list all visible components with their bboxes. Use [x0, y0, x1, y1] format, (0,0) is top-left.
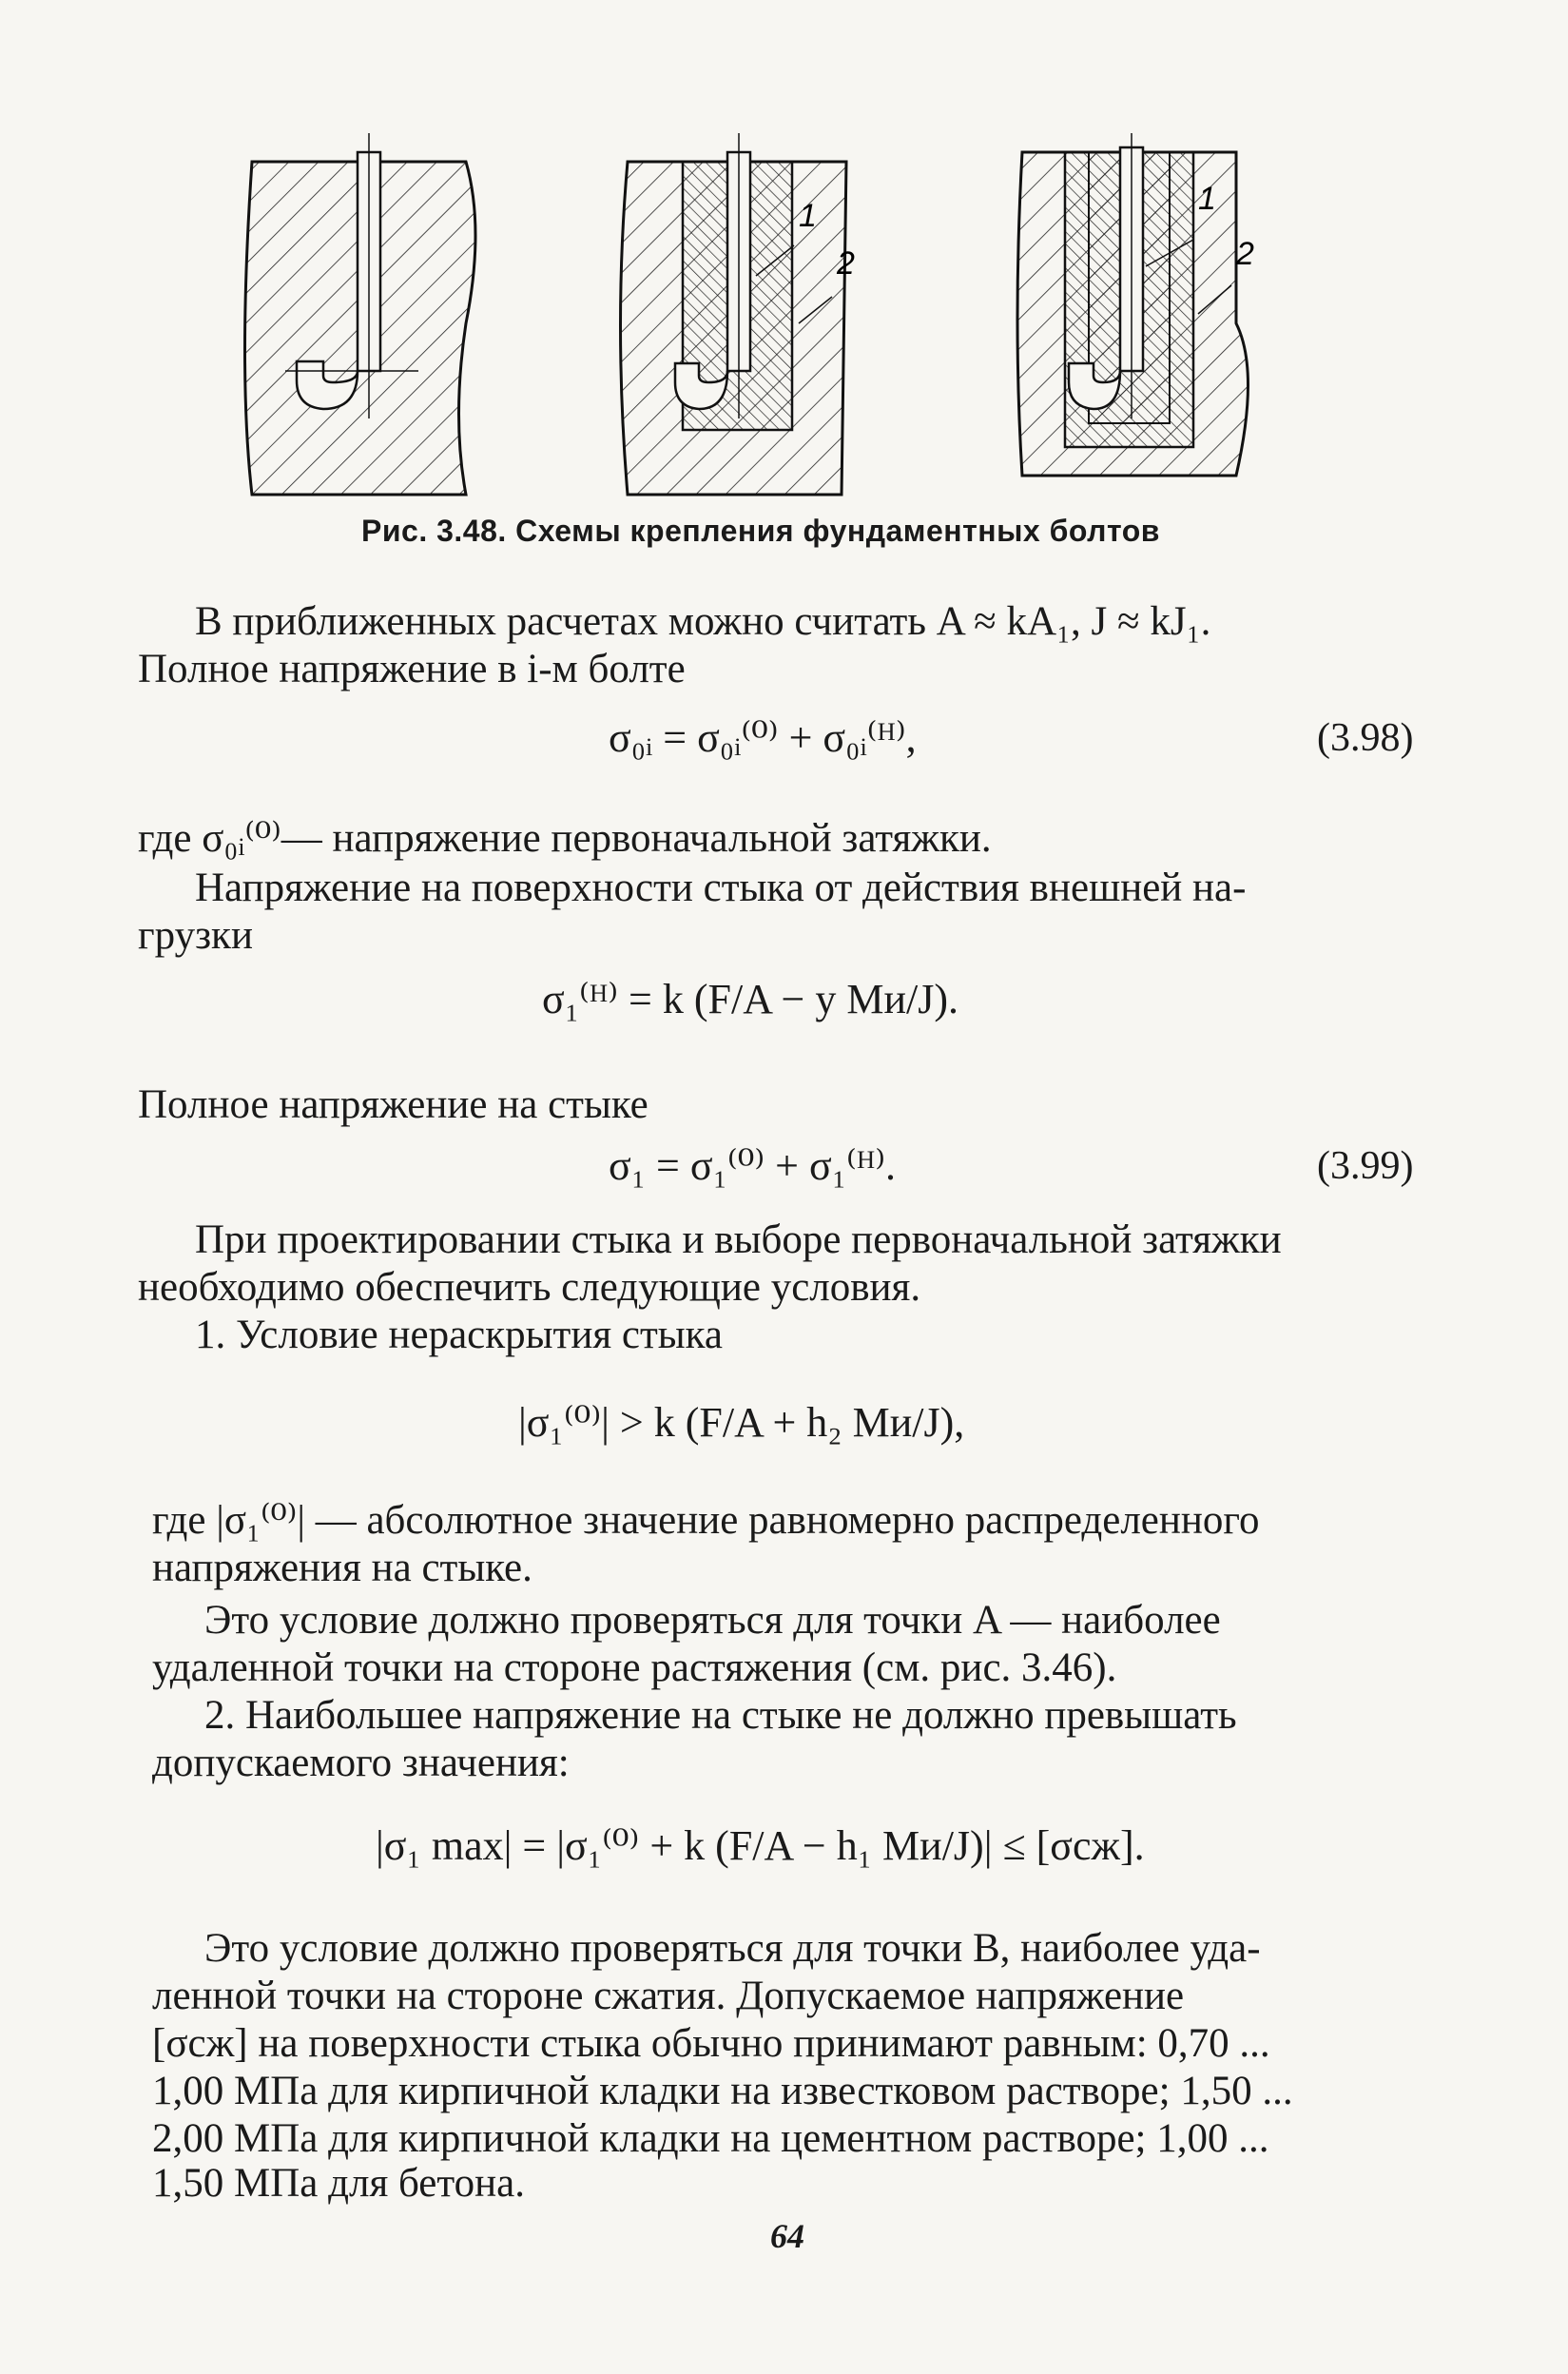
paragraph-line: грузки: [138, 913, 253, 958]
paragraph-line: Полное напряжение на стыке: [138, 1082, 648, 1127]
paragraph-line: Это условие должно проверяться для точки B, наиболее уда-: [204, 1926, 1261, 1971]
equation-load-stress: σ₁⁽ᴴ⁾ = k (F/A − y Mи/J).: [542, 976, 959, 1022]
scheme-1: [245, 133, 476, 495]
paragraph-line: необходимо обеспечить следующие условия.: [138, 1265, 921, 1310]
equation-number: (3.99): [1317, 1144, 1414, 1188]
paragraph-line: Напряжение на поверхности стыка от действия внешней на-: [195, 866, 1247, 910]
label-1: 1: [799, 198, 817, 234]
scheme-2: [621, 133, 856, 495]
paragraph-line: 2,00 МПа для кирпичной кладки на цементном растворе; 1,00 ...: [152, 2116, 1269, 2161]
paragraph-line: ленной точки на стороне сжатия. Допускаемое напряжение: [152, 1974, 1185, 2018]
paragraph-line: В приближенных расчетах можно считать A ≈ kA₁, J ≈ kJ₁.: [195, 599, 1211, 644]
paragraph-line: При проектировании стыка и выборе первоначальной затяжки: [195, 1217, 1282, 1262]
figure-3-48: [228, 133, 1293, 514]
page-number: 64: [770, 2217, 804, 2255]
label-2b: 2: [1236, 236, 1254, 272]
paragraph-line: напряжения на стыке.: [152, 1546, 532, 1590]
label-2: 2: [837, 245, 855, 282]
scheme-3: [1017, 133, 1254, 476]
paragraph-line: допускаемого значения:: [152, 1741, 570, 1785]
equation-3-99: σ₁ = σ₁⁽⁰⁾ + σ₁⁽ᴴ⁾.: [609, 1142, 897, 1189]
paragraph-line: 1,00 МПа для кирпичной кладки на известковом растворе; 1,50 ...: [152, 2069, 1293, 2113]
paragraph-line: 2. Наибольшее напряжение на стыке не должно превышать: [204, 1693, 1237, 1738]
paragraph-line: удаленной точки на стороне растяжения (см. рис. 3.46).: [152, 1645, 1117, 1690]
equation-condition-2: |σ₁ max| = |σ₁⁽⁰⁾ + k (F/A − h₁ Mи/J)| ≤ [σсж].: [376, 1822, 1145, 1869]
equation-condition-1: |σ₁⁽⁰⁾| > k (F/A + h₂ Mи/J),: [518, 1399, 965, 1446]
paragraph-line: где σ₀ᵢ⁽⁰⁾— напряжение первоначальной затяжки.: [138, 816, 992, 861]
figure-caption: Рис. 3.48. Схемы крепления фундаментных болтов: [361, 514, 1160, 548]
equation-number: (3.98): [1317, 716, 1414, 760]
equation-3-98: σ₀ᵢ = σ₀ᵢ⁽⁰⁾ + σ₀ᵢ⁽ᴴ⁾,: [609, 714, 917, 761]
paragraph-line: [σсж] на поверхности стыка обычно принимают равным: 0,70 ...: [152, 2021, 1270, 2066]
paragraph-line: 1,50 МПа для бетона.: [152, 2161, 525, 2206]
bolt-schemes-drawing: [228, 133, 1293, 514]
paragraph-line: 1. Условие нераскрытия стыка: [195, 1313, 723, 1357]
paragraph-line: Это условие должно проверяться для точки A — наиболее: [204, 1598, 1221, 1643]
label-1b: 1: [1198, 181, 1216, 217]
paragraph-line: где |σ₁⁽⁰⁾| — абсолютное значение равномерно распределенного: [152, 1498, 1260, 1543]
paragraph-line: Полное напряжение в i-м болте: [138, 647, 686, 691]
